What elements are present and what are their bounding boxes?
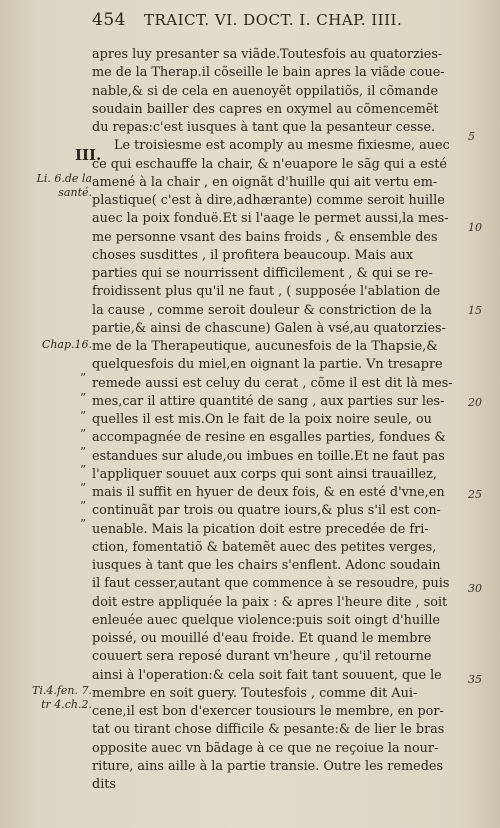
text-line: la cause , comme seroit douleur & constriction de la — [92, 302, 432, 318]
text-line: du repas:c'est iusques à tant que la pesanteur cesse. — [92, 120, 436, 135]
line-number-15: 15 — [468, 304, 482, 317]
text-body — [92, 46, 464, 794]
text-line: mais il suffit en hyuer de deux fois, & en esté d'vne,en — [92, 485, 445, 500]
text-line: dits — [92, 777, 116, 792]
running-title: TRAICT. VI. DOCT. I. CHAP. IIII. — [144, 11, 403, 29]
text-line: quelles il est mis.On le fait de la poix noire seule, ou — [92, 412, 432, 427]
quote-mark: ” — [80, 481, 87, 495]
text-line: remede aussi est celuy du cerat , cõme il est dit là mes- — [92, 375, 453, 391]
text-line: estandues sur alude,ou imbues en toille.Et ne faut pas — [92, 448, 445, 464]
text-line: continuãt par trois ou quatre iours,& plus s'il est con- — [92, 503, 441, 519]
text-line: uenable. Mais la pication doit estre precedée de fri- — [92, 521, 429, 537]
quote-mark: ” — [80, 391, 87, 405]
text-line: cene,il est bon d'exercer tousiours le membre, en por- — [92, 704, 444, 719]
text-line: tat ou tirant chose difficile & pesante:& de lier le bras — [92, 722, 445, 738]
text-line: nable,& si de cela en auenoyẽt oppilatiõs, il cõmande — [92, 83, 439, 99]
text-line: auec la poix fonduë.Et si l'aage le permet aussi,la mes- — [92, 211, 449, 227]
text-line: partie,& ainsi de chascune) Galen à vsé,au quatorzies- — [92, 320, 446, 336]
text-line: choses susdittes , il profitera beaucoup. Mais aux — [92, 247, 414, 263]
line-number-5: 5 — [468, 130, 475, 143]
quote-mark: ” — [80, 463, 87, 477]
quote-mark: ” — [80, 445, 87, 459]
margin-note-source-1: Li. 6.de la santé. — [36, 172, 92, 199]
line-number-20: 20 — [468, 396, 482, 409]
text-line: apres luy presanter sa viãde.Toutesfois au quatorzies- — [92, 47, 443, 62]
quote-mark: ” — [80, 409, 87, 423]
quote-mark: ” — [80, 499, 87, 513]
text-line: ce qui eschauffe la chair, & n'euapore le sãg qui a esté — [92, 156, 447, 172]
text-line: parties qui se nourrissent difficilement , & qui se re- — [92, 266, 433, 281]
line-number-30: 30 — [468, 582, 482, 595]
text-line: amené à la chair , en oignãt d'huille qui ait vertu em- — [92, 174, 438, 190]
page-number: 454 — [92, 10, 126, 30]
text-line: Le troisiesme est acomply au mesme fixiesme, auec — [114, 138, 450, 154]
section-number: III. — [75, 146, 102, 164]
quote-mark: ” — [80, 427, 87, 441]
text-line: poissé, ou mouillé d'eau froide. Et quand le membre — [92, 631, 432, 646]
text-line: iusques à tant que les chairs s'enflent. Adonc soudain — [92, 558, 441, 573]
text-line: l'appliquer souuet aux corps qui sont ainsi trauaillez, — [92, 466, 437, 482]
text-line: il faut cesser,autant que commence à se resoudre, puis — [92, 576, 450, 592]
text-line: quelquesfois du miel,en oignant la partie. Vn tresapre — [92, 357, 443, 373]
line-number-25: 25 — [468, 488, 482, 501]
text-line: froidissent plus qu'il ne faut , ( supposée l'ablation de — [92, 284, 441, 300]
margin-note-chapter: Chap.16. — [41, 338, 92, 351]
text-line: enleuée auec quelque violence:puis soit oingt d'huille — [92, 612, 440, 628]
text-line: ainsi à l'operation:& cela soit fait tant souuent, que le — [92, 667, 442, 683]
text-line: soudain bailler des capres en oxymel au cõmencemẽt — [92, 101, 439, 117]
text-line: mes,car il attire quantité de sang , aux parties sur les- — [92, 393, 445, 409]
text-line: riture, ains aille à la partie transie. Outre les remedes — [92, 758, 444, 774]
quote-mark: ” — [80, 517, 87, 531]
text-line: me de la Therapeutique, aucunesfois de la Thapsie,& — [92, 339, 438, 354]
margin-note-source-2: Ti.4.fen. 7. tr 4.ch.2. — [31, 684, 92, 711]
text-line: plastique( c'est à dire,adhærante) comme seroit huille — [92, 193, 445, 208]
line-number-35: 35 — [468, 673, 482, 686]
text-line: ction, fomentatiõ & batemẽt auec des petites verges, — [92, 539, 437, 555]
quote-mark: ” — [80, 371, 87, 385]
text-line: membre en soit guery. Toutesfois , comme dit Aui- — [92, 685, 418, 701]
text-line: me de la Therap.il cõseille le bain apres la viãde coue- — [92, 65, 445, 81]
text-line: me personne vsant des bains froids , & ensemble des — [92, 229, 438, 245]
text-line: opposite auec vn bãdage à ce que ne reçoiue la nour- — [92, 740, 439, 756]
text-line: doit estre appliquée la paix : & apres l'heure dite , soit — [92, 594, 448, 610]
running-header — [92, 10, 442, 32]
text-line: accompagnée de resine en esgalles parties, fondues & — [92, 430, 446, 446]
line-number-10: 10 — [468, 221, 482, 234]
text-line: couuert sera reposé durant vn'heure , qu'il retourne — [92, 649, 432, 665]
